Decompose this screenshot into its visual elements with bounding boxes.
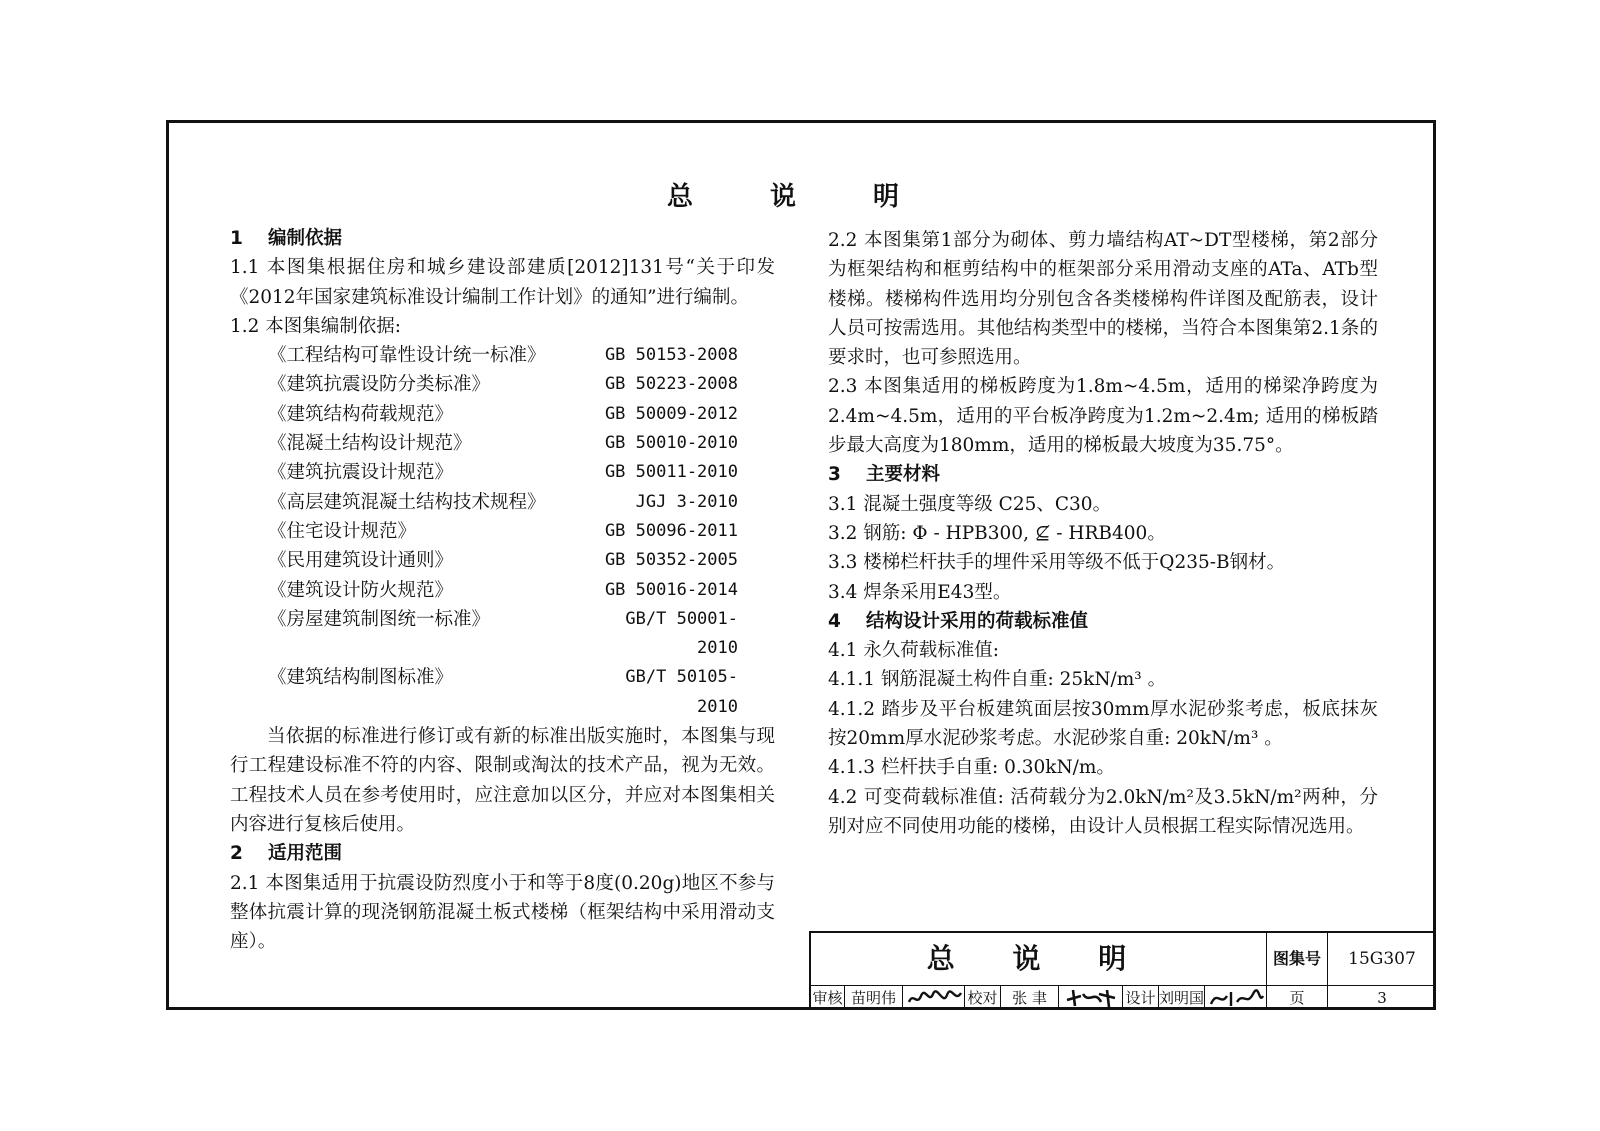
section-title: 结构设计采用的荷载标准值 — [866, 610, 1089, 632]
standard-item — [230, 488, 775, 517]
section-number: 1 — [230, 228, 243, 249]
section-number: 4 — [828, 610, 841, 632]
standard-code: GB 50011-2010 — [604, 462, 738, 483]
signature-scribble-icon — [1205, 986, 1267, 1010]
section-4-heading — [828, 607, 1378, 636]
checker-name: 张 聿 — [1001, 986, 1059, 1010]
standard-code: GB 50223-2008 — [604, 374, 738, 395]
reviewer-name: 苗明伟 — [845, 986, 903, 1010]
left-column — [230, 224, 775, 956]
section-2-heading — [230, 839, 775, 868]
paragraph-4-1-2: 4.1.2 踏步及平台板建筑面层按30mm厚水泥砂浆考虑，板底抹灰按20mm厚水泥砂浆考虑。水泥砂浆自重: 20kN/m³ 。 — [828, 698, 1378, 750]
standard-code: GB/T 50001-2010 — [625, 608, 738, 659]
standard-item — [230, 341, 775, 370]
atlas-number-label: 图集号 — [1267, 933, 1328, 985]
standard-name: 《民用建筑设计通则》 — [268, 550, 454, 572]
paragraph-4-1-1: 4.1.1 钢筋混凝土构件自重: 25kN/m³ 。 — [828, 669, 1167, 691]
standards-list — [230, 341, 775, 722]
standard-item — [230, 400, 775, 429]
page-label: 页 — [1267, 986, 1328, 1010]
paragraph-2-2: 2.2 本图集第1部分为砌体、剪力墙结构AT~DT型楼梯，第2部分为框架结构和框剪结构中的框架部分采用滑动支座的ATa、ATb型楼梯。楼梯构件选用均分别包含各类楼梯构件详图及配筋表，设计人员可按需选用。其他结构类型中的楼梯，当符合本图集第2.1条的要求时，也可参照选用。 — [828, 230, 1378, 369]
paragraph-3-4: 3.4 焊条采用E43型。 — [828, 581, 1012, 603]
page-number: 3 — [1377, 989, 1387, 1007]
standard-name: 《建筑设计防火规范》 — [268, 579, 454, 601]
right-column — [828, 226, 1378, 841]
title-block — [809, 931, 1436, 1010]
standard-item — [230, 517, 775, 546]
page-title: 总 说 明 — [666, 182, 934, 212]
paragraph-4-2: 4.2 可变荷载标准值: 活荷载分为2.0kN/m²及3.5kN/m²两种，分别对应不同使用功能的楼梯，由设计人员根据工程实际情况选用。 — [828, 786, 1378, 837]
signature-scribble-icon — [1059, 986, 1123, 1010]
standard-name: 《房屋建筑制图统一标准》 — [268, 608, 491, 630]
standard-name: 《建筑结构荷载规范》 — [268, 403, 454, 425]
paragraph-note: 当依据的标准进行修订或有新的标准出版实施时，本图集与现行工程建设标准不符的内容、限制或淘汰的技术产品，视为无效。工程技术人员在参考使用时，应注意加以区分，并应对本图集相关内容进行复核后使用。 — [230, 726, 775, 835]
section-title: 适用范围 — [268, 843, 343, 865]
standard-code: GB 50010-2010 — [604, 433, 738, 454]
section-number: 3 — [828, 464, 841, 486]
designer-signature — [1205, 986, 1267, 1010]
standard-item — [230, 605, 775, 664]
standard-item — [230, 663, 775, 722]
standard-code: GB 50096-2011 — [604, 520, 738, 541]
standard-item — [230, 458, 775, 487]
standard-name: 《建筑结构制图标准》 — [268, 667, 454, 689]
design-label: 设计 — [1123, 986, 1159, 1010]
standard-name: 《工程结构可靠性设计统一标准》 — [268, 345, 546, 367]
standard-name: 《建筑抗震设防分类标准》 — [268, 374, 491, 396]
paragraph-2-3: 2.3 本图集适用的梯板跨度为1.8m~4.5m，适用的梯梁净跨度为2.4m~4.5m，适用的平台板净跨度为1.2m~2.4m; 适用的梯板踏步最大高度为180mm，适用的梯板最大坡度为35.75°。 — [828, 376, 1378, 457]
standard-item — [230, 429, 775, 458]
paragraph-1-1: 1.1 本图集根据住房和城乡建设部建质[2012]131号“关于印发《2012年国家建筑标准设计编制工作计划》的通知”进行编制。 — [230, 257, 775, 308]
standard-code: GB 50153-2008 — [604, 345, 738, 366]
standard-item — [230, 546, 775, 575]
paragraph-4-1-3: 4.1.3 栏杆扶手自重: 0.30kN/m。 — [828, 757, 1115, 779]
title-block-row-bottom — [811, 986, 1436, 1010]
reviewer-signature — [903, 986, 965, 1010]
standard-name: 《建筑抗震设计规范》 — [268, 462, 454, 484]
section-3-heading — [828, 460, 1378, 489]
section-title: 编制依据 — [268, 228, 343, 249]
standard-name: 《高层建筑混凝土结构技术规程》 — [268, 491, 546, 513]
checker-signature — [1059, 986, 1123, 1010]
standard-item — [230, 576, 775, 605]
standard-name: 《混凝土结构设计规范》 — [268, 433, 472, 455]
paragraph-1-2: 1.2 本图集编制依据: — [230, 315, 402, 337]
signature-scribble-icon — [903, 986, 965, 1010]
paragraph-3-2: 3.2 钢筋: Φ - HPB300, ⊈ - HRB400。 — [828, 522, 1166, 544]
review-label: 审核 — [811, 986, 845, 1010]
standard-name: 《住宅设计规范》 — [268, 520, 417, 542]
section-number: 2 — [230, 843, 243, 865]
title-block-title: 总 说 明 — [811, 933, 1267, 985]
designer-name: 刘明国 — [1159, 986, 1205, 1010]
standard-code: GB 50016-2014 — [604, 579, 738, 600]
standard-code: JGJ 3-2010 — [635, 491, 738, 512]
paragraph-4-1: 4.1 永久荷载标准值: — [828, 640, 1000, 662]
section-title: 主要材料 — [866, 464, 941, 486]
standard-code: GB/T 50105-2010 — [625, 667, 738, 717]
paragraph-3-3: 3.3 楼梯栏杆扶手的埋件采用等级不低于Q235-B钢材。 — [828, 552, 1286, 574]
atlas-number: 15G307 — [1348, 949, 1416, 969]
standard-code: GB 50352-2005 — [604, 550, 738, 571]
standard-code: GB 50009-2012 — [604, 403, 738, 424]
section-1-heading — [230, 224, 775, 253]
check-label: 校对 — [965, 986, 1001, 1010]
paragraph-2-1: 2.1 本图集适用于抗震设防烈度小于和等于8度(0.20g)地区不参与整体抗震计算的现浇钢筋混凝土板式楼梯（框架结构中采用滑动支座）。 — [230, 872, 775, 953]
title-block-row-top — [811, 933, 1436, 986]
standard-item — [230, 370, 775, 399]
paragraph-3-1: 3.1 混凝土强度等级 C25、C30。 — [828, 493, 1112, 515]
